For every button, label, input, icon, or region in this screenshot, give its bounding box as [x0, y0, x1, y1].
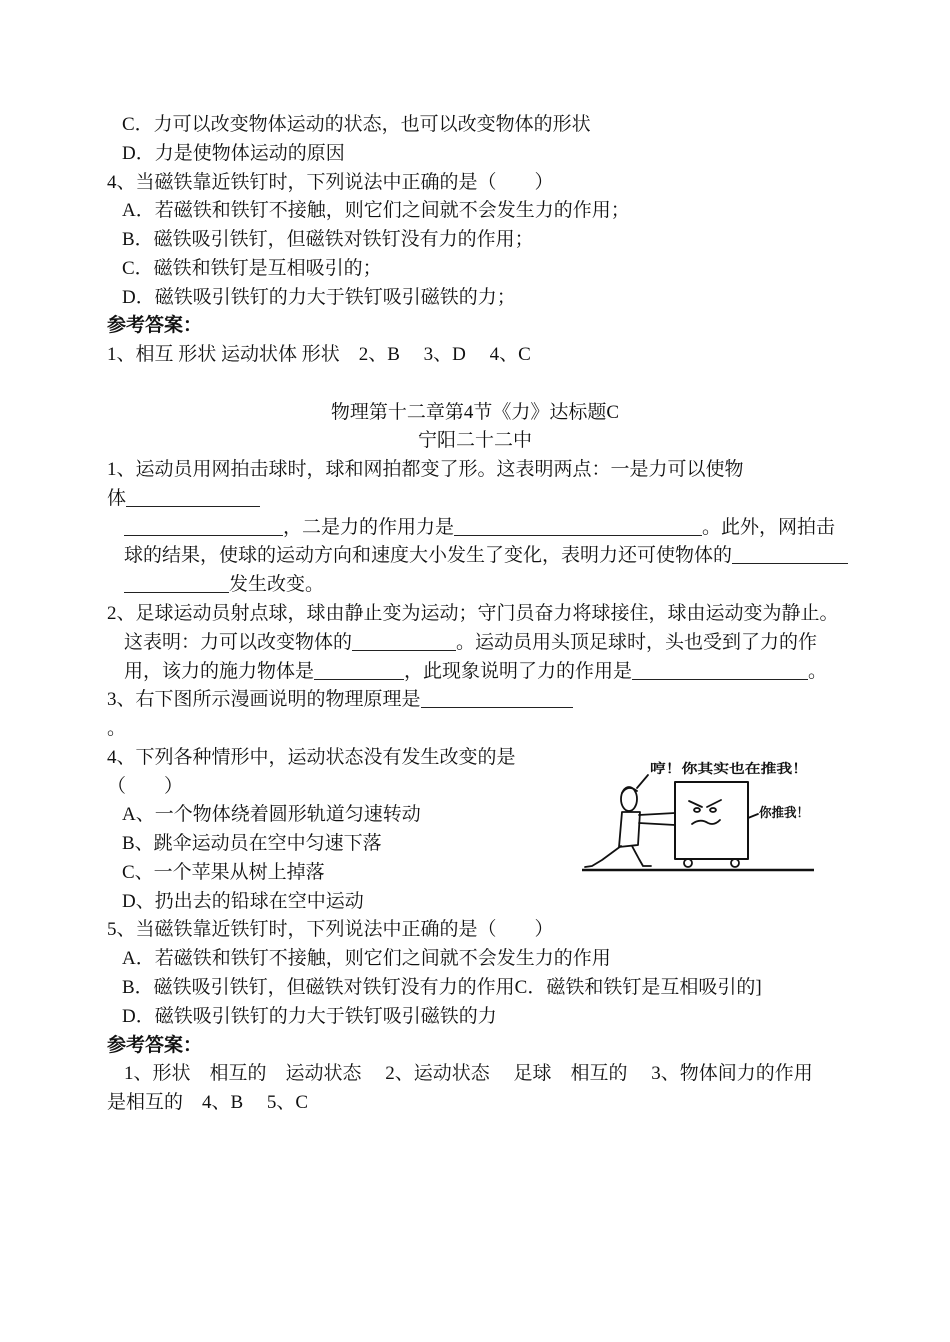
q4-answer-paren: （ ） [107, 775, 184, 797]
q1-line-2-text: 体 [107, 487, 127, 509]
prev-q4-option-d: D．磁铁吸引铁钉的力大于铁钉吸引磁铁的力； [122, 286, 516, 308]
q4-option-a: A、一个物体绕着圆形轨道匀速转动 [122, 804, 421, 826]
q4-option-c: C、一个苹果从树上掉落 [122, 861, 325, 883]
cartoon-man-front-leg [632, 846, 651, 866]
cartoon-box-speech-line [748, 814, 758, 818]
q2-blank-3 [632, 661, 808, 680]
q1-blank-3 [454, 517, 702, 536]
cartoon-man-speech-line [637, 775, 648, 788]
q4-option-d: D、扔出去的铅球在空中运动 [122, 890, 364, 912]
q2-line-3-text-b: ，此现象说明了力的作用是 [404, 660, 633, 682]
cartoon-box-left-eye [689, 801, 702, 812]
prev-q3-option-c: C．力可以改变物体运动的状态，也可以改变物体的形状 [122, 114, 591, 135]
q1-line-1: 1、运动员用网拍击球时，球和网拍都变了形。这表明两点：一是力可以使物 [107, 459, 744, 481]
q1-line-2 [0, 485, 950, 514]
cartoon-box [675, 782, 748, 859]
q2-line-2 [0, 629, 950, 658]
q5-option-d: D．磁铁吸引铁钉的力大于铁钉吸引磁铁的力 [122, 1005, 497, 1027]
q1-blank-2 [124, 517, 283, 536]
cartoon-man-back-leg [585, 846, 621, 867]
q1-line-4 [0, 542, 950, 571]
cartoon-man-torso [619, 812, 640, 847]
school-name: 宁阳二十二中 [417, 430, 532, 452]
prev-answers: 1、相互 形状 运动状体 形状 2、B 3、D 4、C [107, 344, 531, 366]
q5-stem: 5、当磁铁靠近铁钉时，下列说法中正确的是（ ） [107, 919, 554, 941]
q1-blank-4 [732, 545, 848, 564]
cartoon-man-arms [639, 813, 675, 825]
q1-line-3-text-b: 。此外，网拍击 [702, 516, 836, 538]
q3-stem-line [0, 686, 950, 715]
prev-q4-option-b: B．磁铁吸引铁钉，但磁铁对铁钉没有力的作用； [122, 229, 534, 251]
q3-blank [421, 689, 573, 708]
section-title: 物理第十二章第4节《力》达标题C [330, 401, 620, 423]
q2-line-2-text-a: 这表明：力可以改变物体的 [124, 631, 353, 653]
document-body [0, 111, 950, 1118]
q3-stem: 3、右下图所示漫画说明的物理原理是 [107, 689, 421, 711]
cartoon-box-speech: 你推我！ [759, 806, 812, 821]
q2-blank-2 [314, 661, 404, 680]
answers-line-2: 是相互的 4、B 5、C [107, 1092, 309, 1114]
q1-blank-1 [126, 488, 260, 507]
prev-q4-option-a: A．若磁铁和铁钉不接触，则它们之间就不会发生力的作用； [122, 200, 630, 222]
q2-line-3-text-a: 用，该力的施力物体是 [124, 660, 315, 682]
q1-line-4-text: 球的结果，使球的运动方向和速度大小发生了变化，表明力还可使物体的 [124, 545, 733, 567]
q2-line-3 [0, 658, 950, 687]
q1-line-5 [0, 571, 950, 600]
q1-blank-5 [124, 574, 229, 593]
prev-answer-heading: 参考答案： [107, 315, 203, 337]
q2-line-2-text-b: 。运动员用头顶足球时，头也受到了力的作 [456, 631, 818, 653]
cartoon-box-wheel-right [731, 859, 739, 867]
q1-line-5-text: 发生改变。 [229, 574, 325, 596]
prev-q3-option-d: D．力是使物体运动的原因 [122, 142, 345, 164]
cartoon-man-speech: 哼！你其实也在推我！ [650, 762, 781, 777]
q3-end: 。 [107, 718, 127, 740]
cartoon-box-mouth [692, 820, 720, 824]
q1-line-3 [0, 514, 950, 543]
prev-q4-stem: 4、当磁铁靠近铁钉时，下列说法中正确的是（ ） [107, 171, 554, 193]
cartoon-illustration [582, 755, 814, 873]
q2-blank-1 [352, 632, 456, 651]
q2-line-3-text-c: 。 [808, 660, 828, 682]
q4-option-b: B、跳伞运动员在空中匀速下落 [122, 833, 382, 855]
cartoon-box-wheel-left [684, 859, 692, 867]
q2-line-1: 2、足球运动员射点球，球由静止变为运动；守门员奋力将球接住，球由运动变为静止。 [107, 603, 839, 625]
q4-stem: 4、下列各种情形中，运动状态没有发生改变的是 [107, 746, 516, 768]
section-gap [0, 370, 950, 399]
prev-q4-option-c: C．磁铁和铁钉是互相吸引的； [122, 257, 382, 279]
q5-option-b: B．磁铁吸引铁钉，但磁铁对铁钉没有力的作用C．磁铁和铁钉是互相吸引的] [122, 976, 762, 998]
cartoon-box-right-eye [707, 800, 721, 812]
q5-option-a: A．若磁铁和铁钉不接触，则它们之间就不会发生力的作用 [122, 948, 611, 970]
answers-line-1: 1、形状 相互的 运动状态 2、运动状态 足球 相互的 3、物体间力的作用 [124, 1063, 813, 1085]
q1-line-3-text-a: ，二是力的作用力是 [283, 516, 455, 538]
answer-heading: 参考答案： [107, 1034, 203, 1056]
